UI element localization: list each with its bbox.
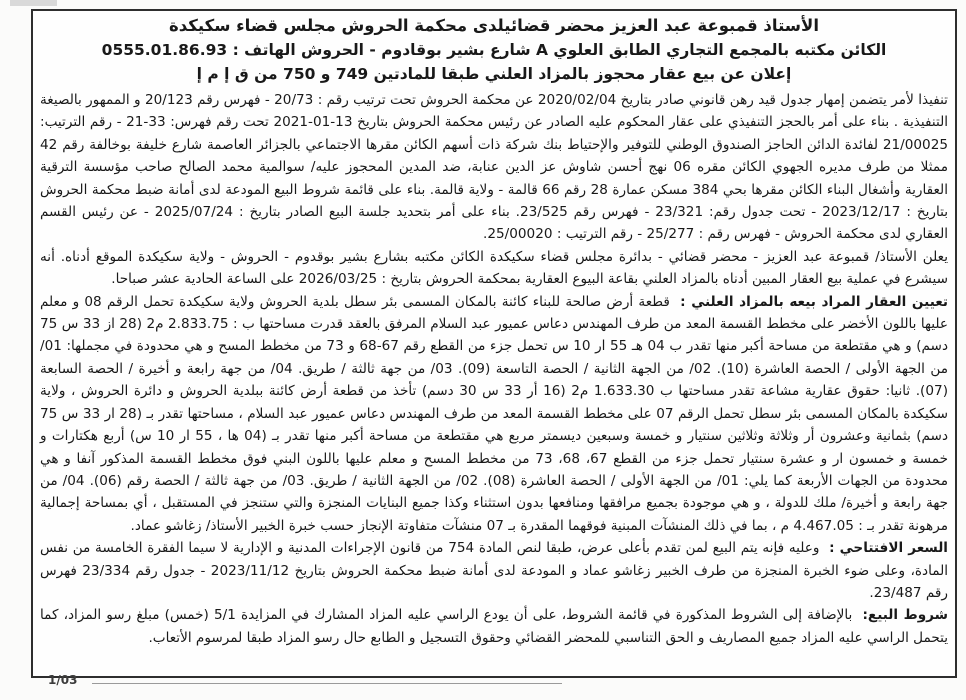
paragraph-sale-conditions	[40, 604, 948, 649]
bailiff-name-title: الأستاذ قمبوعة عبد العزيز محضر قضائيلدى محكمة الحروش مجلس قضاء سكيكدة	[169, 16, 819, 35]
paragraph-text: قطعة أرض صالحة للبناء كائنة بالمكان المسمى بئر سطل بلدية الحروش ولاية سكيكدة تحمل الرقم 08 و معلم عليها باللون الأخضر على مخطط القسمة المعد من طرف المهندس دعاس عميور عبد السلام المرفق بالعقد قدرت مساحتها ب : 2.833.75 م2 (28 از 33 س 75 دسم) و هي مقتطعة من مساحة أكبر منها تقدر ب 04 هـ 55 ار 10 س تحمل جزء من القطع رقم 67-68 و 73 من مخطط المسح و هي محدودة في مجملها: 01/ من الجهة الأولى / الحصة العاشرة (10). 02/ من الجهة الثانية / الحصة التاسعة (09). 03/ من جهة ثالثة / طريق. 04/ من جهة رابعة و أخيرة / الحصة السابعة (07). ثانيا: حقوق عقارية مشاعة تقدر مساحتها ب 1.633.30 م2 (16 أر 33 س 30 دسم) تأخذ من قطعة أرض كائنة ببلدية الحروش و دائرة الحروش ، ولاية سكيكدة بالمكان المسمى بئر سطل تحمل الرقم 07 على مخطط القسمة المعد من طرف المهندس دعاس عميور عبد السلام ، مساحتها تقدر بـ (28 ار 33 س 75 دسم) بثمانية وعشرون أر وثلاثة وثلاثين سنتيار و خمسة وسبعين ديسمتر مربع هي مقتطعة من مساحة أكبر منها تقدر بـ (04 ها ، 55 ار 10 س) أربع هكتارات و خمسة و خمسون ار و عشرة سنتيار تحمل جزء من القطع 67، 68، 73 من مخطط المسح و معلم عليها باللون البني فوق مخطط القسمة المذكور آنفا و هي محدودة من الجهات الأربعة كما يلي: 01/ من الجهة الأولى / الحصة العاشرة (08). 02/ من الجهة الثانية / طريق. 03/ من جهة ثالثة / الحصة رقم (06). 04/ من جهة رابعة و أخيرة/ ملك للدولة ، و هي موجودة بجميع مرافقها ومنافعها بدون استثناء وكذا جميع البنايات المنجزة والتي ستنجز في المستقبل ، أي بمساحة إجمالية مرهونة تقدر بـ : 4.467.05 م ، بما في ذلك المنشآت المبنية فوقهما المقدرة بـ 07 منشآت متفاوتة الإنجاز حسب خبرة الخبير الأستاذ/ زغاشو عماد.	[40, 293, 949, 534]
office-address-phone: الكائن مكتبه بالمجمع التجاري الطابق العلوي A شارع بشير بوقادوم - الحروش الهاتف : 0555.01.86.93	[101, 41, 887, 59]
auction-notice-document	[31, 9, 957, 678]
paragraph-text: يعلن الأستاذ/ قمبوعة عبد العزيز - محضر قضائي - بدائرة مجلس قضاء سكيكدة الكائن مكتبه بشارع بشير بوقدوم - الحروش - ولاية سكيكدة الموقع أدناه. أنه سيشرع في عملية بيع العقار المبين أدناه بالمزاد العلني بقاعة البيوع العقارية بمحكمة الحروش بتاريخ : 2026/03/25 على الساعة الحادية عشر صباحا.	[40, 248, 948, 288]
paragraph-opening-price	[40, 537, 948, 604]
notice-title: إعلان عن بيع عقار محجوز بالمزاد العلني طبقا للمادتين 749 و 750 من ق إ م إ	[196, 65, 792, 83]
paragraph-text: وعليه فإنه يتم البيع لمن تقدم بأعلى عرض، طبقا لنص المادة 754 من قانون الإجراءات المدنية و الإدارية لا سيما الفقرة الخامسة من نفس المادة، وعلى ضوء الخبرة المنجزة من طرف الخبير زغاشو عماد و المودعة لدى أمانة ضبط محكمة الحروش بتاريخ 2023/11/12 - جدول رقم 23/334 فهرس رقم 23/487.	[40, 540, 948, 601]
scan-artifact-bar	[10, 0, 57, 6]
footer-divider-line	[92, 683, 562, 684]
paragraph-text: تنفيذا لأمر يتضمن إمهار جدول قيد رهن قانوني صادر بتاريخ 2020/02/04 عن محكمة الحروش تحت ترتيب رقم : 20/73 - فهرس رقم 20/123 و الممهور بالصيغة التنفيذية . بناء على أمر بالحجز التنفيذي على عقار المحكوم عليه الصادر عن رئيس محكمة الحروش بتاريخ 13-01-2021 تحت رقم فهرس: 33-21 - رقم الترتيب: 21/00025 لفائدة الدائن الحاجز الصندوق الوطني للتوفير والإحتياط بنك شركة ذات أسهم الكائن مقرها الاجتماعي بالجزائر العاصمة شارع خليفة بوخالفة رقم 42 ممثلا من طرف مديره الجهوي الكائن مقره 06 نهج أحسن شاوش عز الدين عنابة، ضد المدين المحجوز عليه/ سوالمية محمد الصالح صاحب مؤسسة الترقية العقارية وأشغال البناء الكائن مقرها بحي 384 مسكن عمارة 28 رقم 66 قالمة - ولاية قالمة. بناء على قائمة شروط البيع المودعة لدى أمانة ضبط محكمة الحروش بتاريخ : 2023/12/17 - تحت جدول رقم: 23/321 - فهرس رقم 23/525. بناء على أمر بتحديد جلسة البيع الصادر بتاريخ : 2025/07/24 - عن رئيس القسم العقاري لدى محكمة الحروش - فهرس رقم : 25/277 - رقم الترتيب : 25/00020.	[40, 92, 948, 243]
section-heading-opening-price: السعر الافتتاحي :	[829, 540, 948, 557]
paragraph-execution-order	[40, 89, 948, 246]
notice-body	[40, 89, 948, 649]
section-heading-sale-conditions: شروط البيع:	[862, 607, 949, 624]
notice-header	[40, 14, 948, 86]
paragraph-text: بالإضافة إلى الشروط المذكورة في قائمة الشروط، على أن يودع الراسي عليه المزاد المشارك في المزايدة 5/1 (خمس) مبلغ رسو المزاد، كما يتحمل الراسي عليه المزاد جميع المصاريف و الحق التناسبي للمحضر القضائي وحقوق التسجيل و الطابع حال رسو المزاد طبقا لمرسوم الأتعاب.	[40, 607, 948, 646]
paragraph-announcement	[40, 246, 948, 291]
paragraph-property-designation	[40, 291, 948, 537]
section-heading-property: تعيين العقار المراد بيعه بالمزاد العلني :	[680, 293, 949, 310]
page-number: 1/03	[48, 673, 78, 687]
